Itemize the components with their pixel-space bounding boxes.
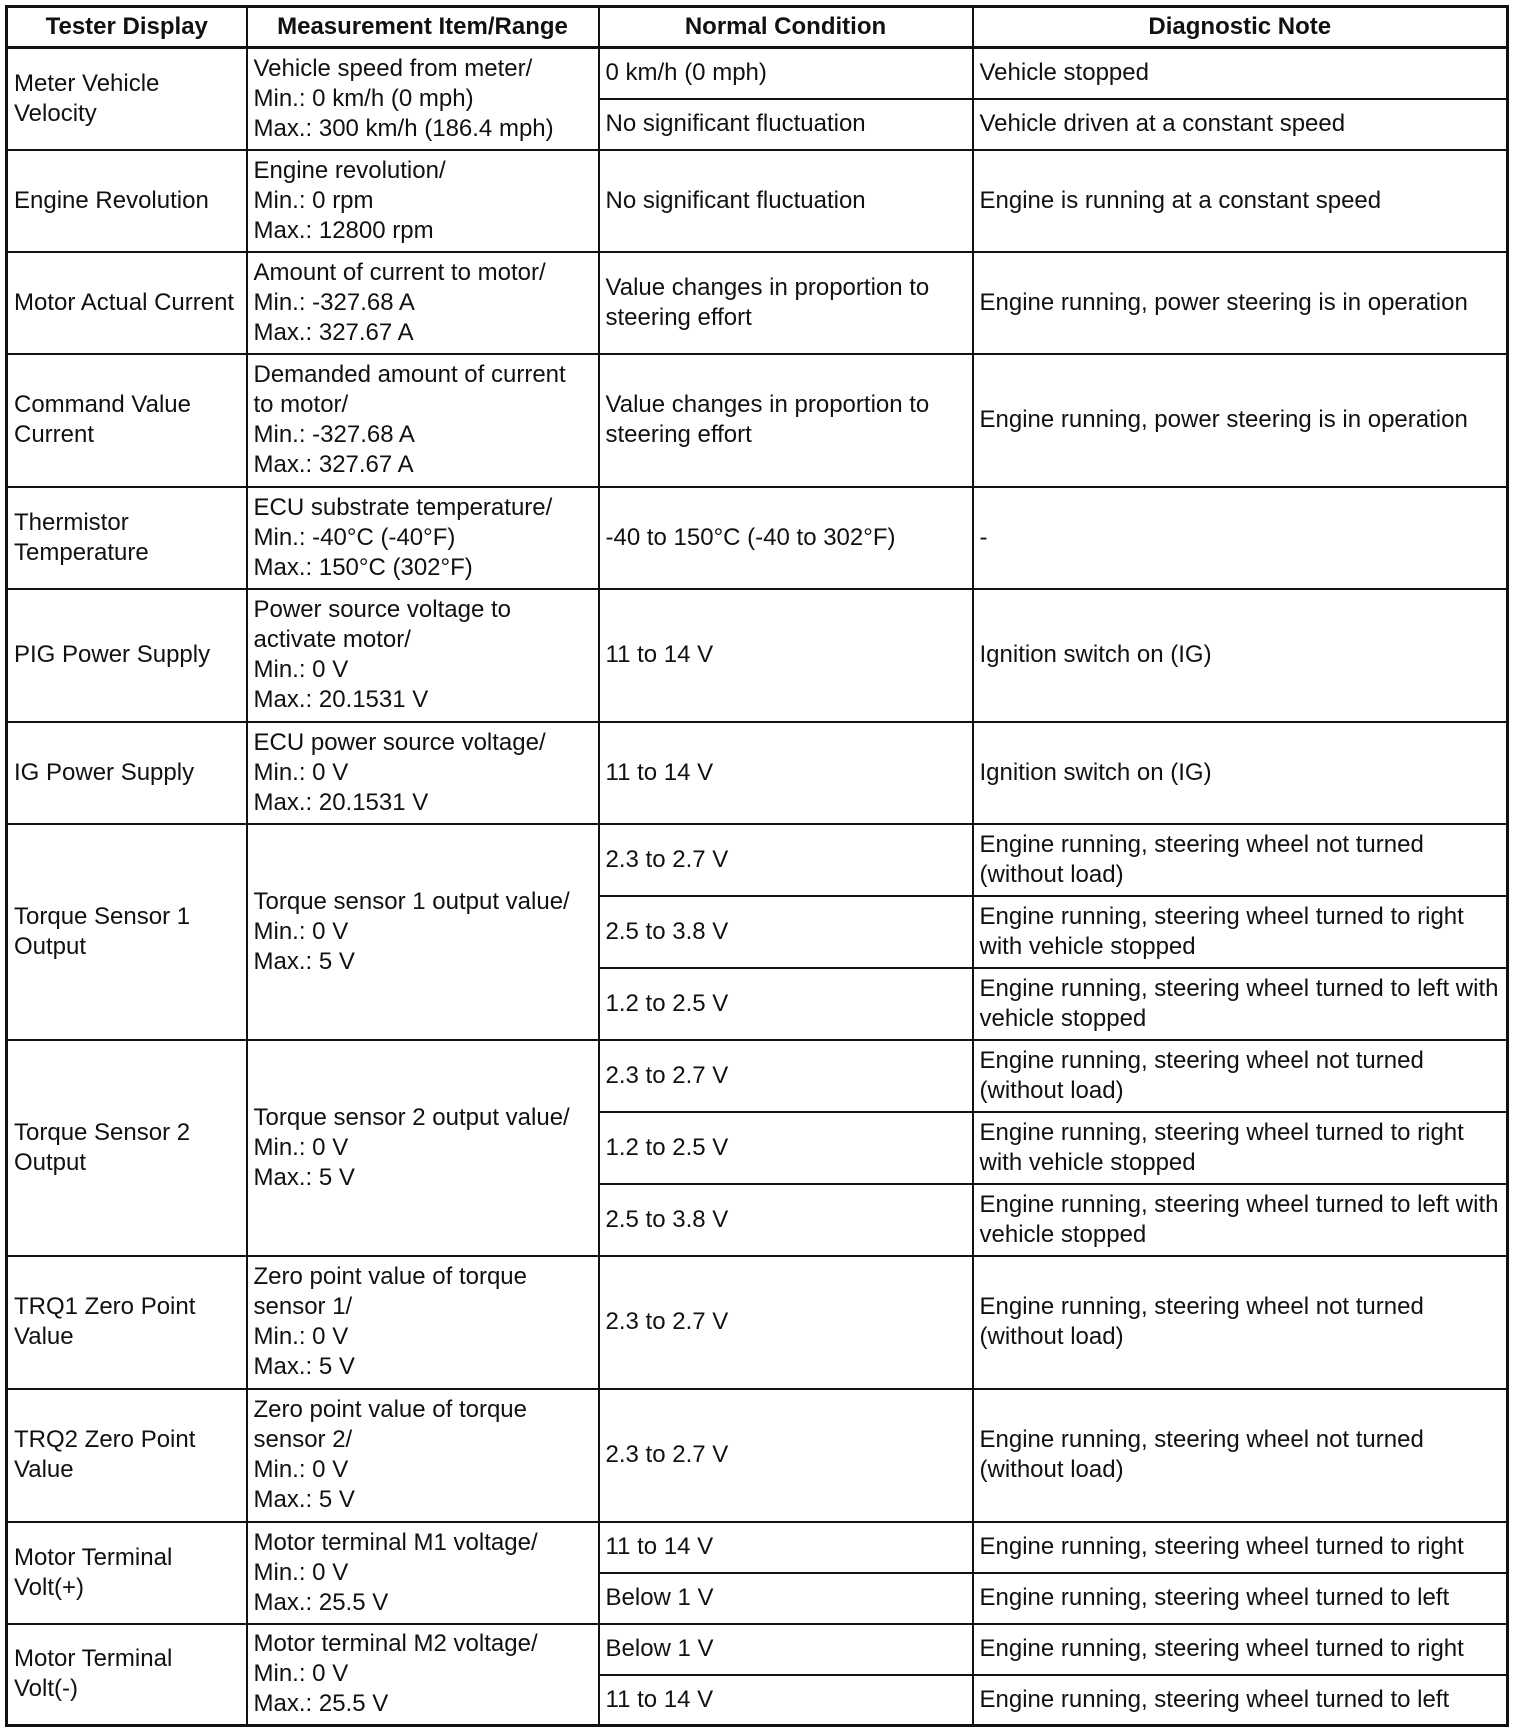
measurement-range-line: Min.: 0 V	[253, 656, 349, 683]
normal-condition-cell: 11 to 14 V	[599, 1675, 973, 1726]
diagnostic-note-cell: Engine running, steering wheel turned to left with vehicle stopped	[973, 968, 1508, 1040]
normal-condition-cell: 0 km/h (0 mph)	[599, 48, 973, 99]
measurement-range-line: to motor/	[253, 391, 349, 418]
measurement-range-line: Min.: 0 V	[253, 1558, 349, 1586]
measurement-range-line: Motor terminal M2 voltage/	[253, 1630, 538, 1658]
normal-condition-cell: Value changes in proportion to steering effort	[599, 252, 973, 354]
normal-condition-cell: Below 1 V	[599, 1573, 973, 1624]
diagnostic-note-cell: Engine running, steering wheel turned to right with vehicle stopped	[973, 896, 1508, 968]
measurement-range-cell	[247, 252, 599, 354]
measurement-range-line: Max.: 5 V	[253, 947, 355, 975]
normal-condition-cell: 1.2 to 2.5 V	[599, 1112, 973, 1184]
normal-condition-cell: 2.3 to 2.7 V	[599, 824, 973, 896]
table-row	[7, 487, 1508, 589]
header-normal-condition: Normal Condition	[599, 7, 973, 48]
measurement-range-cell	[247, 1389, 599, 1522]
measurement-range-cell	[247, 1040, 599, 1256]
normal-condition-cell: 11 to 14 V	[599, 589, 973, 722]
normal-condition-cell: No significant fluctuation	[599, 99, 973, 150]
measurement-range-line: Max.: 327.67 A	[253, 451, 414, 478]
measurement-range-cell	[247, 150, 599, 252]
measurement-range-line: Power source voltage to	[253, 596, 511, 623]
measurement-range-line: Demanded amount of current	[253, 361, 566, 388]
tester-display-cell: IG Power Supply	[7, 722, 247, 824]
measurement-range-line: Min.: 0 V	[253, 917, 349, 945]
tester-display-cell: Motor Actual Current	[7, 252, 247, 354]
measurement-range-line: Torque sensor 2 output value/	[253, 1103, 570, 1131]
table-row	[7, 1256, 1508, 1389]
normal-condition-cell: -40 to 150°C (-40 to 302°F)	[599, 487, 973, 589]
measurement-range-cell	[247, 589, 599, 722]
diagnostic-note-cell: Ignition switch on (IG)	[973, 589, 1508, 722]
normal-condition-cell: Value changes in proportion to steering effort	[599, 354, 973, 487]
measurement-range-cell	[247, 824, 599, 1040]
measurement-range-line: Max.: 327.67 A	[253, 318, 414, 346]
header-measurement-item: Measurement Item/Range	[247, 7, 599, 48]
measurement-range-cell	[247, 354, 599, 487]
normal-condition-cell: 2.3 to 2.7 V	[599, 1389, 973, 1522]
diagnostic-note-cell: Engine running, power steering is in operation	[973, 252, 1508, 354]
normal-condition-cell: 2.3 to 2.7 V	[599, 1040, 973, 1112]
measurement-range-line: Max.: 300 km/h (186.4 mph)	[253, 114, 554, 142]
tester-display-cell: Command Value Current	[7, 354, 247, 487]
diagnostic-note-cell: Engine is running at a constant speed	[973, 150, 1508, 252]
measurement-range-line: Torque sensor 1 output value/	[253, 887, 570, 915]
diagnostic-note-cell: -	[973, 487, 1508, 589]
measurement-range-line: sensor 2/	[253, 1426, 353, 1453]
table-row	[7, 722, 1508, 824]
diagnostic-note-cell: Engine running, steering wheel turned to left	[973, 1675, 1508, 1726]
measurement-range-cell	[247, 48, 599, 150]
measurement-range-line: Min.: -40°C (-40°F)	[253, 523, 456, 551]
diagnostic-note-cell: Engine running, steering wheel turned to left	[973, 1573, 1508, 1624]
table-body	[7, 48, 1508, 1726]
diagnostic-note-cell: Engine running, steering wheel turned to right with vehicle stopped	[973, 1112, 1508, 1184]
table-row	[7, 824, 1508, 896]
measurement-range-line: Max.: 25.5 V	[253, 1690, 389, 1718]
diagnostic-note-cell: Vehicle driven at a constant speed	[973, 99, 1508, 150]
diagnostic-note-cell: Engine running, steering wheel not turned (without load)	[973, 1389, 1508, 1522]
table-row	[7, 1624, 1508, 1675]
normal-condition-cell: 1.2 to 2.5 V	[599, 968, 973, 1040]
tester-display-cell: Thermistor Temperature	[7, 487, 247, 589]
diagnostic-note-cell: Engine running, steering wheel not turned (without load)	[973, 1040, 1508, 1112]
tester-display-cell: Motor Terminal Volt(+)	[7, 1522, 247, 1624]
measurement-range-line: Min.: 0 rpm	[253, 186, 374, 214]
measurement-range-line: Min.: 0 V	[253, 1660, 349, 1688]
measurement-range-line: ECU substrate temperature/	[253, 493, 553, 521]
table-row	[7, 589, 1508, 722]
measurement-range-line: Max.: 5 V	[253, 1163, 355, 1191]
tester-display-cell: Meter Vehicle Velocity	[7, 48, 247, 150]
diagnostic-note-cell: Engine running, steering wheel turned to left with vehicle stopped	[973, 1184, 1508, 1256]
measurement-range-line: Min.: -327.68 A	[253, 288, 415, 316]
tester-display-cell: Motor Terminal Volt(-)	[7, 1624, 247, 1726]
header-diagnostic-note: Diagnostic Note	[973, 7, 1508, 48]
measurement-range-line: Min.: -327.68 A	[253, 421, 415, 448]
measurement-range-line: Min.: 0 V	[253, 758, 349, 786]
tester-display-cell: TRQ2 Zero Point Value	[7, 1389, 247, 1522]
measurement-range-cell	[247, 487, 599, 589]
measurement-range-line: Max.: 20.1531 V	[253, 686, 429, 713]
tester-data-table	[5, 5, 1509, 1727]
measurement-range-cell	[247, 1624, 599, 1726]
normal-condition-cell: 11 to 14 V	[599, 1522, 973, 1573]
measurement-range-line: Max.: 25.5 V	[253, 1588, 389, 1616]
measurement-range-line: Vehicle speed from meter/	[253, 54, 533, 82]
table-row	[7, 252, 1508, 354]
measurement-range-line: ECU power source voltage/	[253, 728, 546, 756]
normal-condition-cell: No significant fluctuation	[599, 150, 973, 252]
tester-display-cell: TRQ1 Zero Point Value	[7, 1256, 247, 1389]
table-row	[7, 1522, 1508, 1573]
measurement-range-line: Min.: 0 V	[253, 1456, 349, 1483]
diagnostic-note-cell: Engine running, power steering is in operation	[973, 354, 1508, 487]
measurement-range-line: Max.: 12800 rpm	[253, 216, 434, 244]
normal-condition-cell: 2.5 to 3.8 V	[599, 1184, 973, 1256]
measurement-range-line: Zero point value of torque	[253, 1396, 528, 1423]
measurement-range-line: Min.: 0 V	[253, 1133, 349, 1161]
normal-condition-cell: Below 1 V	[599, 1624, 973, 1675]
normal-condition-cell: 2.5 to 3.8 V	[599, 896, 973, 968]
diagnostic-note-cell: Ignition switch on (IG)	[973, 722, 1508, 824]
diagnostic-note-cell: Engine running, steering wheel not turned (without load)	[973, 1256, 1508, 1389]
measurement-range-line: Min.: 0 km/h (0 mph)	[253, 84, 474, 112]
measurement-range-cell	[247, 1522, 599, 1624]
table-row	[7, 150, 1508, 252]
table-row	[7, 1040, 1508, 1112]
measurement-range-cell	[247, 722, 599, 824]
normal-condition-cell: 11 to 14 V	[599, 722, 973, 824]
diagnostic-note-cell: Vehicle stopped	[973, 48, 1508, 99]
measurement-range-line: Amount of current to motor/	[253, 258, 546, 286]
tester-display-cell: PIG Power Supply	[7, 589, 247, 722]
tester-display-cell: Engine Revolution	[7, 150, 247, 252]
header-tester-display: Tester Display	[7, 7, 247, 48]
diagnostic-note-cell: Engine running, steering wheel turned to right	[973, 1522, 1508, 1573]
measurement-range-line: Motor terminal M1 voltage/	[253, 1528, 538, 1556]
measurement-range-line: Engine revolution/	[253, 156, 446, 184]
measurement-range-line: sensor 1/	[253, 1293, 353, 1320]
measurement-range-line: Max.: 5 V	[253, 1353, 355, 1380]
measurement-range-line: activate motor/	[253, 626, 411, 653]
normal-condition-cell: 2.3 to 2.7 V	[599, 1256, 973, 1389]
tester-display-cell: Torque Sensor 1 Output	[7, 824, 247, 1040]
table-header-row	[7, 7, 1508, 48]
table-row	[7, 1389, 1508, 1522]
diagnostic-note-cell: Engine running, steering wheel not turned (without load)	[973, 824, 1508, 896]
measurement-range-line: Zero point value of torque	[253, 1263, 528, 1290]
tester-display-cell: Torque Sensor 2 Output	[7, 1040, 247, 1256]
measurement-range-line: Max.: 5 V	[253, 1486, 355, 1513]
measurement-range-line: Min.: 0 V	[253, 1323, 349, 1350]
diagnostic-note-cell: Engine running, steering wheel turned to right	[973, 1624, 1508, 1675]
measurement-range-cell	[247, 1256, 599, 1389]
table-row	[7, 48, 1508, 99]
measurement-range-line: Max.: 20.1531 V	[253, 788, 429, 816]
table-row	[7, 354, 1508, 487]
measurement-range-line: Max.: 150°C (302°F)	[253, 553, 473, 581]
